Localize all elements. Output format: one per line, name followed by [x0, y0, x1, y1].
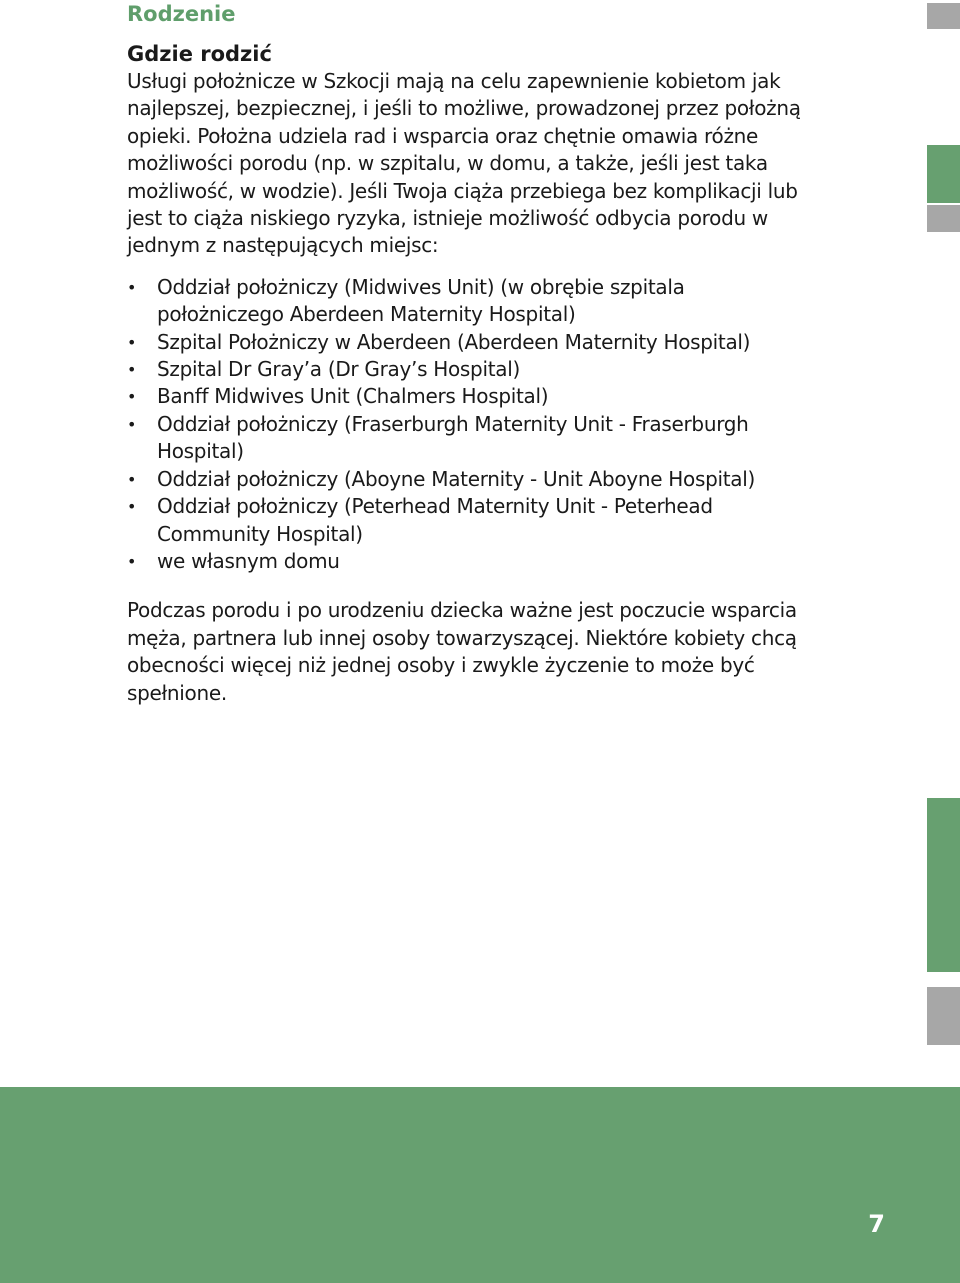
bullet-icon: • [127, 497, 137, 517]
list-item-text: Oddział położniczy (Midwives Unit) (w obrębie szpitala położniczego Aberdeen Maternity Hospital) [157, 274, 685, 327]
chapter-tab-3 [927, 798, 960, 972]
list-item [127, 356, 797, 383]
list-item [127, 493, 797, 548]
list-item [127, 274, 797, 329]
bullet-icon: • [127, 469, 137, 489]
bullet-icon: • [127, 551, 137, 571]
list-item [127, 383, 797, 410]
bullet-icon: • [127, 414, 137, 434]
bullet-icon: • [127, 360, 137, 380]
list-item-text: Banff Midwives Unit (Chalmers Hospital) [157, 384, 549, 409]
chapter-tab-active [927, 145, 960, 203]
list-item [127, 411, 797, 466]
list-item [127, 329, 797, 356]
list-item [127, 548, 797, 575]
bullet-icon: • [127, 387, 137, 407]
page-number: 7 [868, 1210, 885, 1238]
list-item-text: we własnym domu [157, 548, 340, 573]
footer-band [0, 1087, 960, 1283]
chapter-tab-2 [927, 205, 960, 232]
section-title: Rodzenie [127, 2, 236, 26]
main-content [127, 40, 827, 707]
bullet-icon: • [127, 277, 137, 297]
chapter-tab-4 [927, 987, 960, 1045]
list-item-text: Szpital Położniczy w Aberdeen (Aberdeen Maternity Hospital) [157, 329, 751, 354]
list-item-text: Oddział położniczy (Fraserburgh Maternity Unit - Fraserburgh Hospital) [157, 411, 749, 464]
intro-paragraph: Usługi położnicze w Szkocji mają na celu zapewnienie kobietom jak najlepszej, bezpiecznej, i jeśli to możliwe, prowadzonej przez położną opieki. Położna udziela rad i wsparcia oraz chętnie omawia różne możliwości porodu (np. w szpitalu, w domu, a także, jeśli jest taka możliwość, w wodzie). Jeśli Twoja ciąża przebiega bez komplikacji lub jest to ciąża niskiego ryzyka, istnieje możliwość odbycia porodu w jednym z następujących miejsc: [127, 69, 801, 258]
closing-paragraph: Podczas porodu i po urodzeniu dziecka ważne jest poczucie wsparcia męża, partnera lub innej osoby towarzyszącej. Niektóre kobiety chcą obecności więcej niż jednej osoby i zwykle życzenie to może być spełnione. [127, 598, 797, 705]
page-heading: Gdzie rodzić [127, 42, 272, 66]
list-item-text: Szpital Dr Gray’a (Dr Gray’s Hospital) [157, 357, 520, 382]
list-item-text: Oddział położniczy (Peterhead Maternity Unit - Peterhead Community Hospital) [157, 494, 713, 546]
bullet-icon: • [127, 332, 137, 352]
list-item [127, 466, 797, 493]
list-item-text: Oddział położniczy (Aboyne Maternity - Unit Aboyne Hospital) [157, 466, 755, 491]
chapter-tab-1 [927, 3, 960, 29]
birth-locations-list [127, 274, 827, 575]
